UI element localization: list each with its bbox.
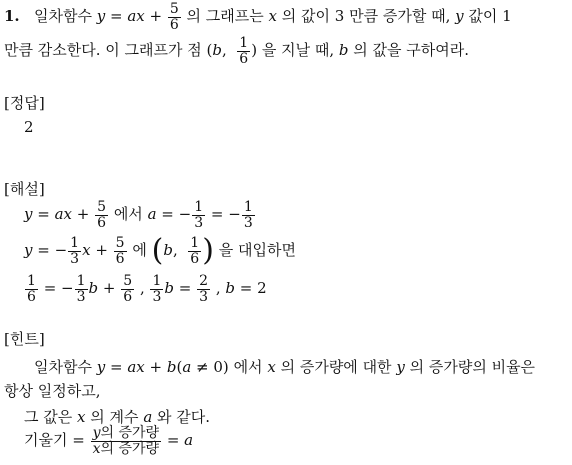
slope-denominator: 의 증가량 [100, 440, 160, 457]
hint-line-2: 그 값은 x 의 계수 a 와 같다. [24, 408, 211, 426]
answer-heading: [정답] [4, 94, 45, 112]
hint-text: 일차함수 [34, 358, 92, 376]
problem-text: 의 값을 구하여라. [353, 41, 470, 60]
problem-text: 의 그래프는 [186, 7, 264, 26]
problem-text: 의 값이 3 만큼 증가할 때, [281, 7, 451, 26]
solution-line-2: y = − $\frac{1}{3}$ x + $\frac{5}{6}$ 에 (b, $\frac{1}{6}$ ) 을 대입하면 [24, 233, 296, 269]
hint-text: 와 같다. [157, 408, 211, 426]
solution-heading: [해설] [4, 180, 45, 198]
hint-slope-formula: 기울기 = $\frac{\text{y의 증가량}}{\text{x의 증가량}}$ = a [24, 425, 194, 457]
problem-text: 일차함수 [33, 7, 92, 26]
slope-label: 기울기 = [24, 431, 85, 450]
fraction: $\frac{5}{6}$ [169, 1, 179, 33]
solution-text: 에서 [113, 205, 143, 224]
solution-text: 에 [132, 241, 147, 260]
hint-line-1-wrap: 항상 일정하고, [4, 382, 101, 400]
problem-text: 을 지날 때, [261, 41, 335, 60]
hint-text: 에서 [233, 358, 263, 376]
fraction: $\frac{1}{6}$ [239, 35, 249, 67]
solution-text: 을 대입하면 [218, 241, 296, 260]
answer-value: 2 [24, 118, 34, 136]
hint-heading: [힌트] [4, 330, 45, 348]
problem-line-2: 만큼 감소한다. 이 그래프가 점 (b, $\frac{1}{6}$ ) 을 지날 때, b 의 값을 구하여라. [4, 35, 470, 67]
slope-fraction: $\frac{\text{y의 증가량}}{\text{x의 증가량}}$ [92, 425, 160, 457]
problem-text: 값이 [468, 7, 498, 26]
hint-text: 의 증가량에 대한 [280, 358, 392, 376]
hint-line-1: 일차함수 y = ax + b(a ≠ 0) 에서 x 의 증가량에 대한 y 의 증가량의 비율은 [34, 358, 536, 376]
problem-text: 만큼 감소한다. 이 그래프가 점 [4, 41, 202, 60]
hint-text: 그 값은 [24, 408, 73, 426]
hint-text: 의 계수 [90, 408, 139, 426]
hint-text: 의 증가량의 비율은 [409, 358, 536, 376]
solution-line-1: y = ax + $\frac{5}{6}$ 에서 a = − $\frac{1}{3}$ = − $\frac{1}{3}$ [24, 199, 253, 231]
solution-line-3: $\frac{1}{6}$ = − $\frac{1}{3}$ b + $\frac{5}{6}$ , $\frac{1}{3}$ b = $\frac{2}{3}$ , b = 2 [27, 273, 267, 305]
slope-numerator: 의 증가량 [100, 425, 160, 441]
problem-line-1: 1. 일차함수 y = ax + $\frac{5}{6}$ 의 그래프는 x 의 값이 3 만큼 증가할 때, y 값이 1 [4, 1, 512, 33]
problem-number: 1. [4, 7, 20, 26]
